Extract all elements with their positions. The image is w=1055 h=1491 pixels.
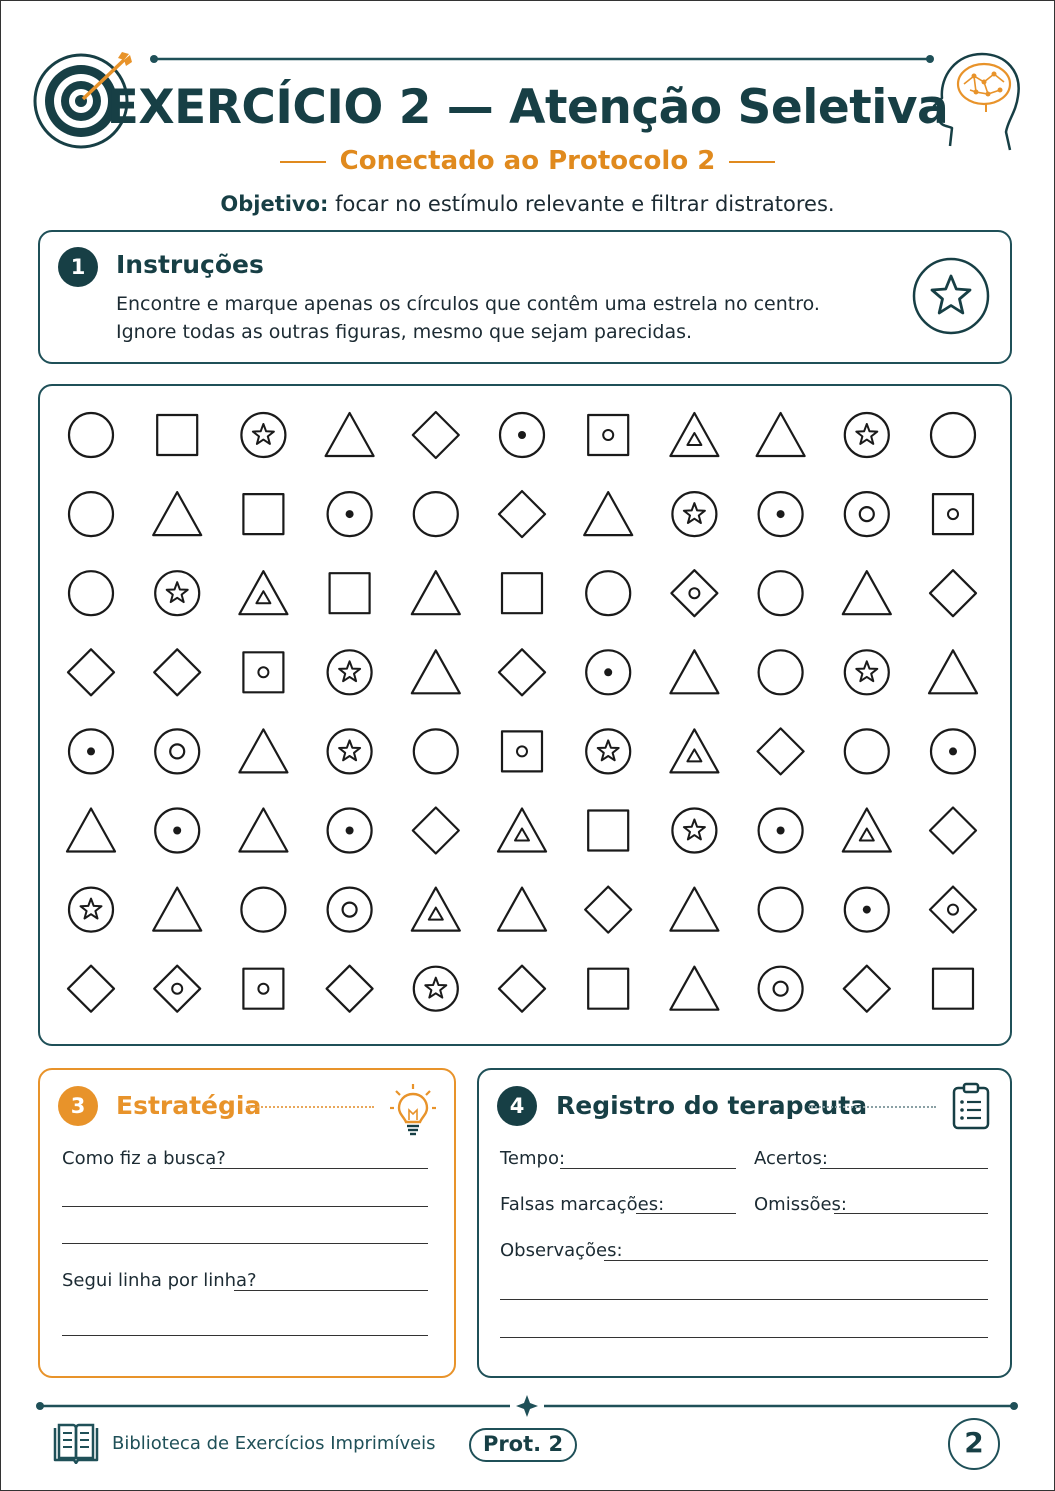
triangle-inner-triangle-shape[interactable]	[239, 571, 287, 614]
strategy-title: Estratégia	[116, 1091, 262, 1120]
triangle-inner-triangle-shape[interactable]	[670, 729, 718, 772]
circle-star-shape[interactable]	[672, 809, 716, 853]
circle-shape[interactable]	[69, 571, 113, 615]
objective-text: focar no estímulo relevante e filtrar distratores.	[328, 192, 835, 216]
circle-dot-shape[interactable]	[69, 729, 113, 773]
triangle-shape[interactable]	[670, 888, 718, 931]
circle-star-shape[interactable]	[69, 888, 113, 932]
subtitle-dash-right	[729, 161, 775, 163]
triangle-shape[interactable]	[412, 571, 460, 614]
square-shape[interactable]	[933, 969, 973, 1009]
footer-divider	[34, 1394, 1020, 1420]
square-ring-shape[interactable]	[933, 494, 973, 534]
triangle-shape[interactable]	[153, 888, 201, 931]
circle-shape[interactable]	[759, 888, 803, 932]
triangle-shape[interactable]	[670, 650, 718, 693]
instructions-line-2: Ignore todas as outras figuras, mesmo que sejam parecidas.	[116, 321, 693, 343]
strategy-answer-2[interactable]	[234, 1290, 428, 1291]
circle-dot-shape[interactable]	[586, 650, 630, 694]
triangle-shape[interactable]	[326, 413, 374, 456]
time-field[interactable]	[560, 1168, 736, 1169]
circle-star-shape[interactable]	[328, 729, 372, 773]
circle-dot-shape[interactable]	[845, 888, 889, 932]
notes-line-3[interactable]	[500, 1337, 988, 1338]
strategy-question-1: Como fiz a busca?	[62, 1148, 226, 1169]
notes-label: Observações:	[500, 1240, 623, 1261]
circle-ring-shape[interactable]	[155, 729, 199, 773]
strategy-question-2: Segui linha por linha?	[62, 1270, 257, 1291]
triangle-shape[interactable]	[239, 809, 287, 852]
triangle-shape[interactable]	[412, 650, 460, 693]
diamond-shape[interactable]	[499, 649, 545, 695]
false-marks-label: Falsas marcações:	[500, 1194, 665, 1215]
notes-line-2[interactable]	[500, 1299, 988, 1300]
circle-shape[interactable]	[69, 413, 113, 457]
circle-star-shape[interactable]	[845, 413, 889, 457]
circle-ring-shape[interactable]	[759, 967, 803, 1011]
circle-ring-shape[interactable]	[328, 888, 372, 932]
diamond-shape[interactable]	[930, 808, 976, 854]
square-shape[interactable]	[502, 573, 542, 613]
circle-shape[interactable]	[241, 888, 285, 932]
circle-shape[interactable]	[759, 571, 803, 615]
triangle-shape[interactable]	[239, 729, 287, 772]
false-marks-field[interactable]	[636, 1213, 736, 1214]
square-shape[interactable]	[243, 494, 283, 534]
triangle-shape[interactable]	[67, 809, 115, 852]
instructions-number: 1	[58, 247, 98, 287]
triangle-shape[interactable]	[843, 571, 891, 614]
triangle-shape[interactable]	[584, 492, 632, 535]
instructions-line-1: Encontre e marque apenas os círculos que contêm uma estrela no centro.	[116, 293, 820, 315]
circle-shape[interactable]	[69, 492, 113, 536]
strategy-number: 3	[58, 1086, 98, 1126]
triangle-shape[interactable]	[153, 492, 201, 535]
objective	[0, 192, 1055, 216]
square-ring-shape[interactable]	[243, 969, 283, 1009]
diamond-ring-shape[interactable]	[154, 966, 200, 1012]
diamond-shape[interactable]	[499, 491, 545, 537]
circle-dot-shape[interactable]	[155, 809, 199, 853]
circle-star-shape[interactable]	[155, 571, 199, 615]
hits-field[interactable]	[820, 1168, 988, 1169]
therapist-number: 4	[497, 1086, 537, 1126]
circle-dot-shape[interactable]	[759, 809, 803, 853]
clipboard-icon	[950, 1082, 992, 1130]
therapist-title: Registro do terapeuta	[556, 1091, 868, 1120]
triangle-shape[interactable]	[929, 650, 977, 693]
page-subtitle	[0, 146, 1055, 176]
square-shape[interactable]	[588, 811, 628, 851]
circle-star-shape[interactable]	[241, 413, 285, 457]
diamond-ring-shape[interactable]	[671, 570, 717, 616]
strategy-dotted-line	[246, 1106, 374, 1108]
triangle-inner-triangle-shape[interactable]	[412, 888, 460, 931]
circle-star-shape[interactable]	[586, 729, 630, 773]
circle-star-shape[interactable]	[414, 967, 458, 1011]
page-title: EXERCÍCIO 2 — Atenção Seletiva	[106, 80, 949, 135]
objective-label: Objetivo:	[220, 192, 329, 216]
diamond-shape[interactable]	[499, 966, 545, 1012]
header-divider	[148, 52, 936, 66]
diamond-shape[interactable]	[758, 728, 804, 774]
instructions-text	[116, 290, 820, 346]
diamond-shape[interactable]	[413, 412, 459, 458]
square-ring-shape[interactable]	[588, 415, 628, 455]
omissions-field[interactable]	[834, 1213, 988, 1214]
circle-ring-shape[interactable]	[845, 492, 889, 536]
square-shape[interactable]	[330, 573, 370, 613]
square-shape[interactable]	[157, 415, 197, 455]
page-number: 2	[948, 1418, 1000, 1470]
circle-dot-shape[interactable]	[500, 413, 544, 457]
circle-dot-shape[interactable]	[328, 809, 372, 853]
protocol-badge: Prot. 2	[469, 1428, 577, 1462]
circle-star-shape[interactable]	[328, 650, 372, 694]
triangle-inner-triangle-shape[interactable]	[498, 809, 546, 852]
time-label: Tempo:	[500, 1148, 566, 1169]
subtitle-text: Conectado ao Protocolo 2	[339, 146, 716, 176]
triangle-inner-triangle-shape[interactable]	[843, 809, 891, 852]
triangle-shape[interactable]	[498, 888, 546, 931]
diamond-shape[interactable]	[154, 649, 200, 695]
circle-shape[interactable]	[759, 650, 803, 694]
triangle-inner-triangle-shape[interactable]	[670, 413, 718, 456]
star-circle-icon	[910, 255, 992, 337]
circle-dot-shape[interactable]	[328, 492, 372, 536]
circle-shape[interactable]	[414, 492, 458, 536]
square-ring-shape[interactable]	[502, 731, 542, 771]
footer-library: Biblioteca de Exercícios Imprimíveis	[112, 1433, 436, 1454]
diamond-shape[interactable]	[68, 649, 114, 695]
diamond-shape[interactable]	[327, 966, 373, 1012]
square-shape[interactable]	[588, 969, 628, 1009]
shapes-grid	[38, 384, 1012, 1046]
strategy-answer-line-5[interactable]	[62, 1335, 428, 1336]
diamond-shape[interactable]	[930, 570, 976, 616]
circle-shape[interactable]	[586, 571, 630, 615]
therapist-dotted-line	[808, 1106, 936, 1108]
notes-field[interactable]	[604, 1260, 988, 1261]
circle-dot-shape[interactable]	[931, 729, 975, 773]
circle-shape[interactable]	[845, 729, 889, 773]
diamond-shape[interactable]	[68, 966, 114, 1012]
omissions-label: Omissões:	[754, 1194, 847, 1215]
lightbulb-icon	[388, 1082, 438, 1136]
strategy-answer-line-3[interactable]	[62, 1243, 428, 1244]
strategy-answer-line-2[interactable]	[62, 1206, 428, 1207]
instructions-title: Instruções	[116, 250, 264, 279]
square-ring-shape[interactable]	[243, 652, 283, 692]
circle-star-shape[interactable]	[845, 650, 889, 694]
triangle-shape[interactable]	[670, 967, 718, 1010]
diamond-shape[interactable]	[585, 887, 631, 933]
diamond-shape[interactable]	[413, 808, 459, 854]
subtitle-dash-left	[280, 161, 326, 163]
triangle-shape[interactable]	[757, 413, 805, 456]
circle-shape[interactable]	[414, 729, 458, 773]
diamond-shape[interactable]	[844, 966, 890, 1012]
book-icon	[52, 1422, 100, 1464]
circle-shape[interactable]	[931, 413, 975, 457]
diamond-ring-shape[interactable]	[930, 887, 976, 933]
circle-dot-shape[interactable]	[759, 492, 803, 536]
circle-star-shape[interactable]	[672, 492, 716, 536]
strategy-answer-1[interactable]	[210, 1168, 428, 1169]
hits-label: Acertos:	[754, 1148, 828, 1169]
